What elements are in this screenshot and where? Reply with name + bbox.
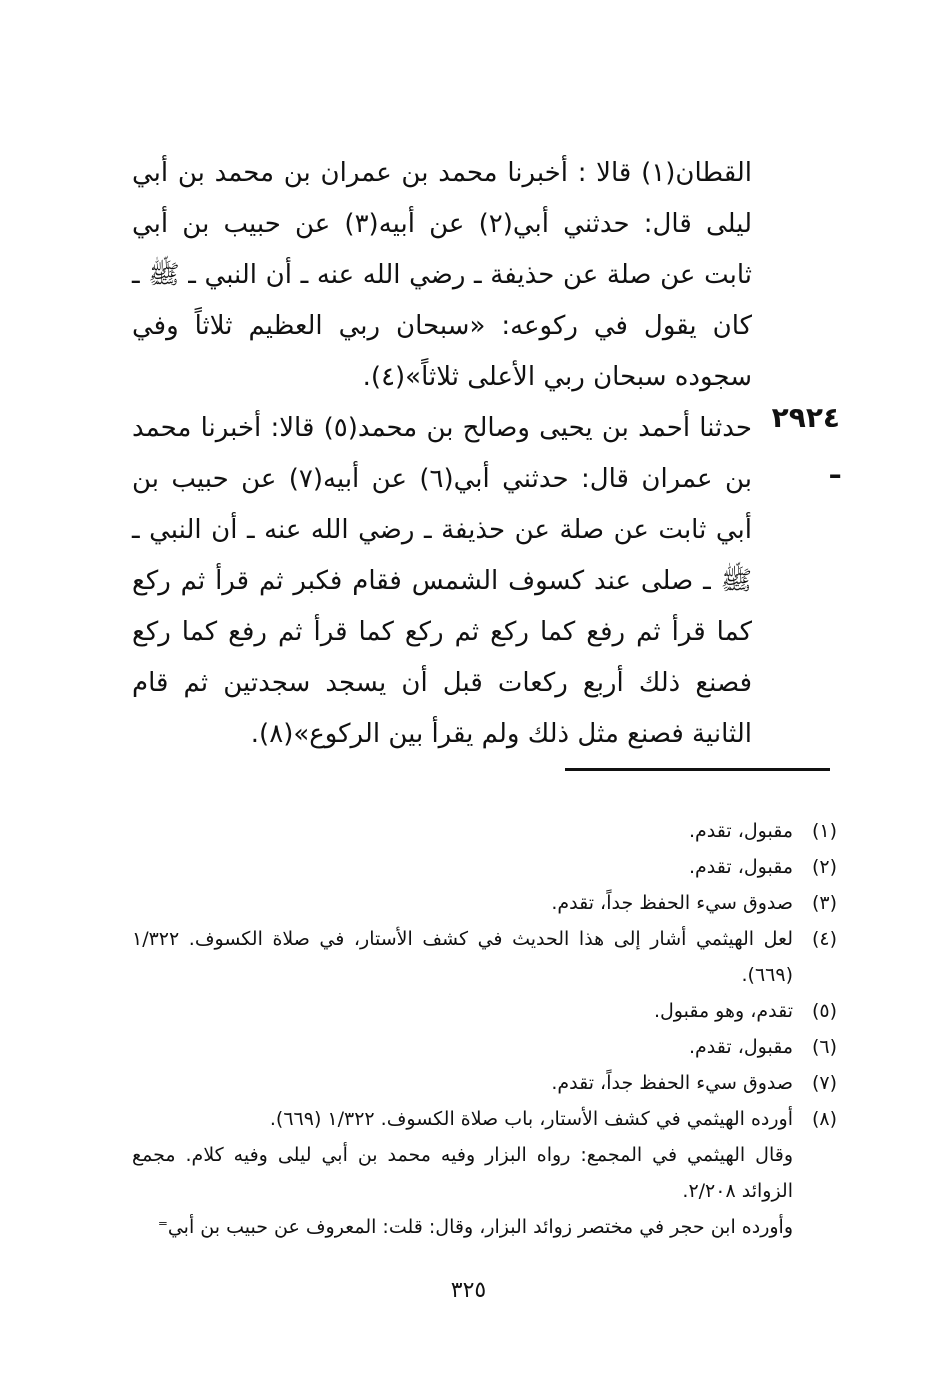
main-text [132,148,752,760]
footnote [132,1029,837,1065]
footnote [132,993,837,1029]
footnote-text: مقبول، تقدم. [689,856,793,878]
footnote-number: (٥) [811,1000,837,1022]
footnote-number: (٧) [811,1072,837,1094]
footnote-text: مقبول، تقدم. [689,1036,793,1058]
footnote-number: (١) [811,820,837,842]
footnote-text: صدوق سيء الحفظ جداً، تقدم. [551,892,793,914]
hadith-2924-text: حدثنا أحمد بن يحيى وصالح بن محمد(٥) قالا: أخبرنا محمد بن عمران قال: حدثني أبي(٦) عن أبيه(٧) عن حبيب بن أبي ثابت عن صلة عن حذيفة ـ رضي الله عنه ـ أن النبي ـ ﷺ ـ صلى عند كسوف الشمس فقام فكبر ثم قرأ ثم ركع كما قرأ ثم رفع كما ركع ثم ركع كما قرأ ثم رفع كما ركع فصنع ذلك أربع ركعات قبل أن يسجد سجدتين ثم قام الثانية فصنع مثل ذلك ولم يقرأ بين الركوع»(٨). [132,413,752,749]
footnote-number: (٦) [811,1036,837,1058]
footnote-text: صدوق سيء الحفظ جداً، تقدم. [551,1072,793,1094]
footnote-number: (٣) [811,892,837,914]
footnote-continuation: وقال الهيثمي في المجمع: رواه البزار وفيه محمد بن أبي ليلى وفيه كلام. مجمع الزوائد ٢/٢٠٨. [132,1144,793,1202]
footnote-number: (٨) [811,1108,837,1130]
footnote [132,885,837,921]
hadith-number: ٢٩٢٤ ـ [771,401,840,485]
footnote-text: مقبول، تقدم. [689,820,793,842]
footnote [132,1101,837,1137]
footnote [132,849,837,885]
footnote-continuation: وأورده ابن حجر في مختصر زوائد البزار، وقال: قلت: المعروف عن حبيب بن أبي⁼ [157,1216,793,1238]
footnote-number: (٤) [811,928,837,950]
footnotes [132,813,837,1245]
footnote [132,813,837,849]
footnote-number: (٢) [811,856,837,878]
footnote-text: تقدم، وهو مقبول. [653,1000,793,1022]
page-number: ٣٢٥ [450,1278,487,1303]
footnote-text: أورده الهيثمي في كشف الأستار، باب صلاة الكسوف. ١/٣٢٢ (٦٦٩). [269,1108,793,1130]
footnote-text: لعل الهيثمي أشار إلى هذا الحديث في كشف الأستار، في صلاة الكسوف. ١/٣٢٢ (٦٦٩). [132,928,793,986]
footnote [132,921,837,993]
footnote [132,1065,837,1101]
footnote-separator [565,768,830,771]
paragraph-continued: القطان(١) قالا : أخبرنا محمد بن عمران بن محمد بن أبي ليلى قال: حدثني أبي(٢) عن أبيه(٣) عن حبيب بن أبي ثابت عن صلة عن حذيفة ـ رضي الله عنه ـ أن النبي ـ ﷺ ـ كان يقول في ركوعه: «سبحان ربي العظيم ثلاثاً وفي سجوده سبحان ربي الأعلى ثلاثاً»(٤). [132,158,752,392]
